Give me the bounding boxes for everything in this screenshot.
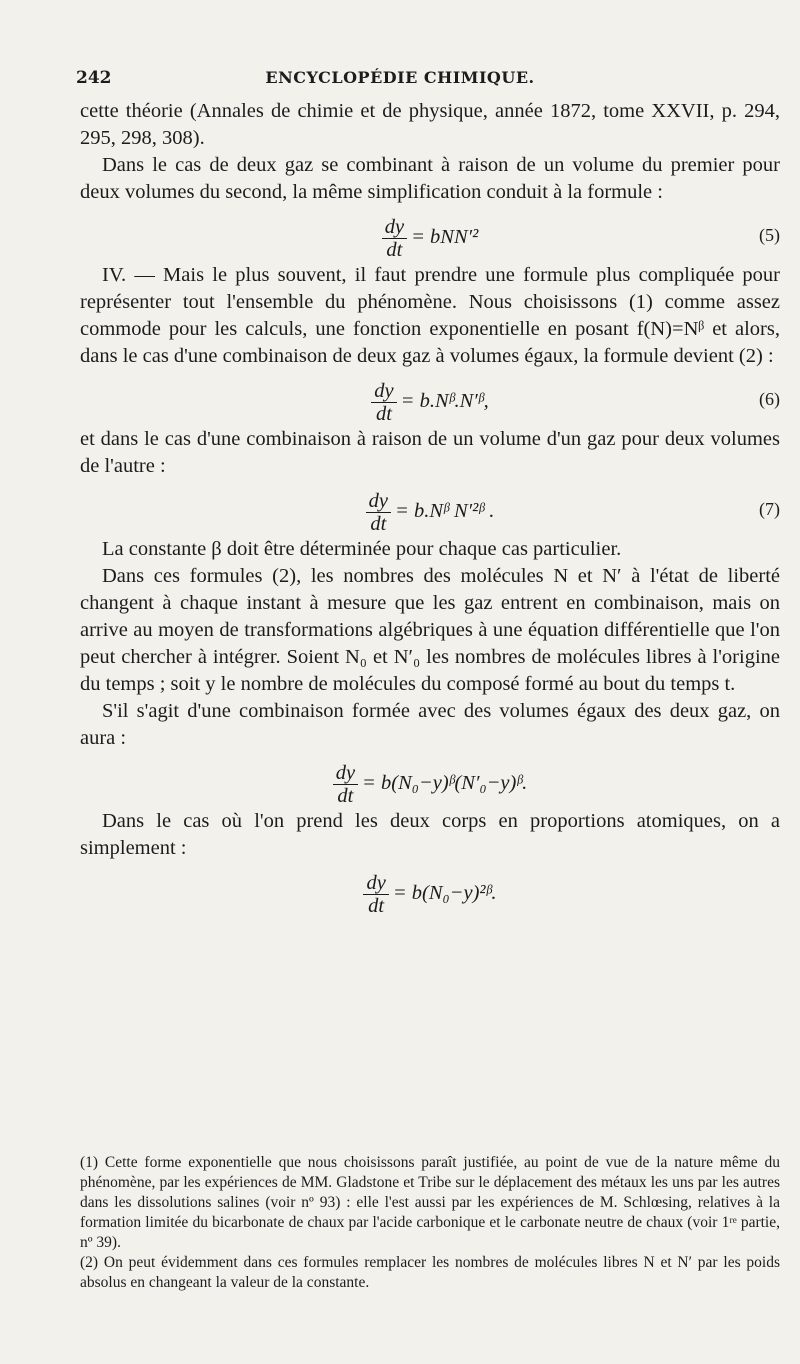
paragraph-8: Dans le cas où l'on prend les deux corps en proportions atomiques, on a simplement : <box>80 810 780 859</box>
derivative-fraction: $\frac{dy}{dt}$ <box>363 872 388 917</box>
equation-rhs: = bNN′² <box>411 226 479 249</box>
equation-rhs: = b(N₀−y)ᵝ(N′₀−y)ᵝ. <box>362 772 528 795</box>
paragraph-4: et dans le cas d'une combinaison à raison de un volume d'un gaz pour deux volumes de l'autre : <box>80 428 780 477</box>
paragraph-2: Dans le cas de deux gaz se combinant à raison de un volume du premier pour deux volumes du second, la même simplification conduit à la formule : <box>80 154 780 203</box>
derivative-fraction: $\frac{dy}{dt}$ <box>371 380 396 425</box>
equation-7 <box>80 480 780 536</box>
footnotes <box>80 1153 780 1293</box>
equation-6 <box>80 370 780 426</box>
page-number: 242 <box>76 68 112 88</box>
derivative-fraction: $\frac{dy}{dt}$ <box>366 490 391 535</box>
page-header <box>0 68 800 92</box>
equation-rhs: = b(N₀−y)²ᵝ. <box>392 882 497 905</box>
equation-number: (7) <box>759 499 780 519</box>
paragraph-7: S'il s'agit d'une combinaison formée avec des volumes égaux des deux gaz, on aura : <box>80 700 780 749</box>
paragraph-1: cette théorie (Annales de chimie et de physique, année 1872, tome XXVII, p. 294, 295, 298, 308). <box>80 100 780 149</box>
equation-number: (6) <box>759 389 780 409</box>
running-title: ENCYCLOPÉDIE CHIMIQUE. <box>265 68 535 87</box>
derivative-fraction: $\frac{dy}{dt}$ <box>382 216 407 261</box>
equation-8 <box>80 752 780 808</box>
equation-rhs: = b.Nᵝ N′²ᵝ . <box>395 500 495 523</box>
equation-9 <box>80 862 780 918</box>
paragraph-3: IV. — Mais le plus souvent, il faut prendre une formule plus compliquée pour représenter tout l'ensemble du phénomène. Nous choisissons (1) comme assez commode pour les calculs, une fonction exponentielle en posant f(N)=Nᵝ et alors, dans le cas d'une combinaison de deux gaz à volumes égaux, la formule devient (2) : <box>80 264 780 367</box>
footnote-1: (1) Cette forme exponentielle que nous choisissons paraît justifiée, au point de vue de la nature même du phénomène, par les expériences de MM. Gladstone et Tribe sur le déplacement des métaux les uns par les autres dans les dissolutions salines (voir nº 93) : elle l'est aussi par les expériences de M. Schlœsing, relatives à la formation limitée du bicarbonate de chaux par l'acide carbonique et le carbonate neutre de chaux (voir 1ʳᵉ partie, nº 39). <box>80 1154 780 1251</box>
paragraph-5: La constante β doit être déterminée pour chaque cas particulier. <box>102 538 622 560</box>
equation-number: (5) <box>759 225 780 245</box>
paragraph-6: Dans ces formules (2), les nombres des molécules N et N′ à l'état de liberté changent à chaque instant à mesure que les gaz entrent en combinaison, mais on arrive au moyen de transformations algébriques à une équation différentielle que l'on peut chercher à intégrer. Soient N₀ et N′₀ les nombres de molécules libres à l'origine du temps ; soit y le nombre de molécules du composé formé au bout du temps t. <box>80 565 780 695</box>
footnote-2: (2) On peut évidemment dans ces formules remplacer les nombres de molécules libres N et N′ par les poids absolus en changeant la valeur de la constante. <box>80 1254 780 1291</box>
equation-rhs: = b.Nᵝ.N′ᵝ, <box>400 390 489 413</box>
equation-5 <box>80 206 780 262</box>
main-text <box>80 98 780 918</box>
derivative-fraction: $\frac{dy}{dt}$ <box>333 762 358 807</box>
